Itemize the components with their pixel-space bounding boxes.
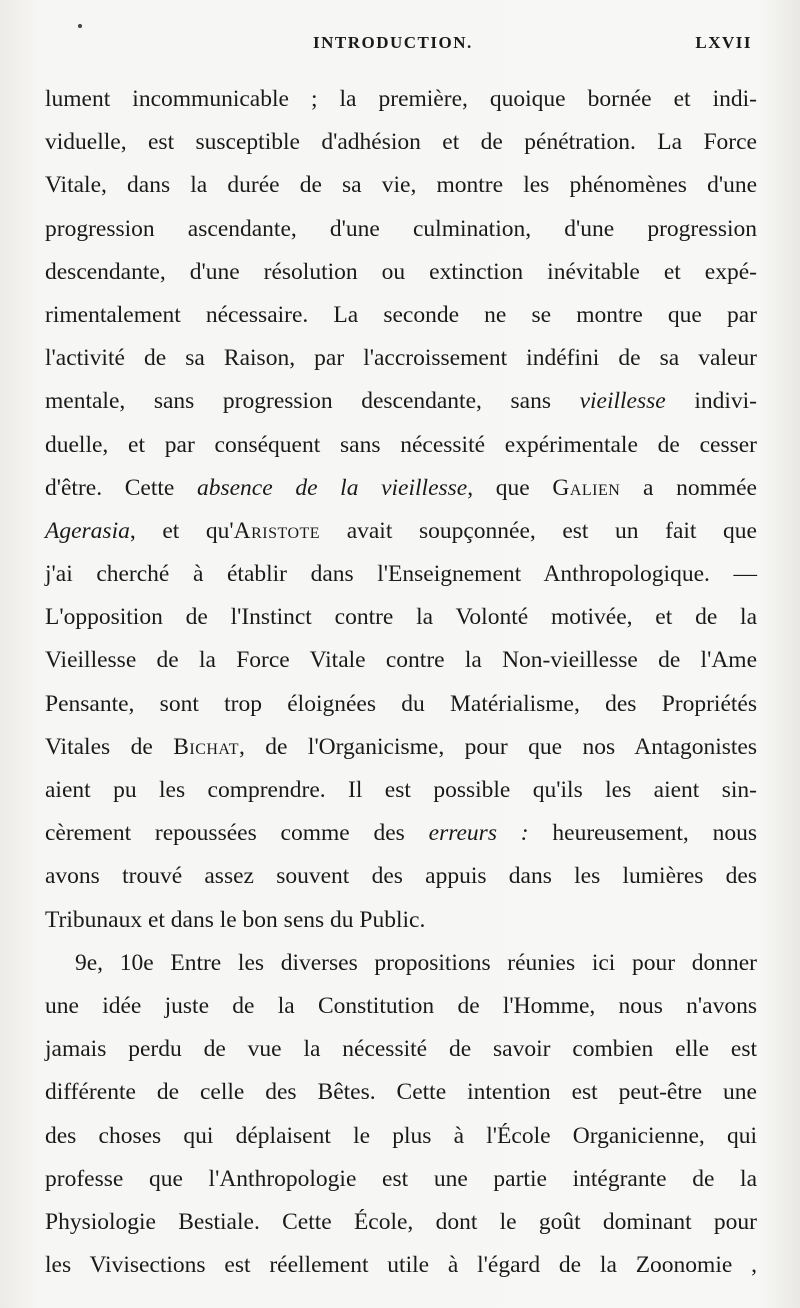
text-segment: rimentalement nécessaire. La seconde ne se montre que par	[45, 301, 757, 328]
italic-text: erreurs :	[428, 820, 529, 847]
italic-text: absence de la vieillesse	[196, 474, 468, 501]
text-line	[45, 380, 757, 423]
text-segment: jamais perdu de vue la nécessité de savoir combien elle est	[45, 1036, 757, 1063]
text-line	[45, 510, 757, 553]
text-segment: duelle, et par conséquent sans nécessité expérimentale de cesser	[45, 431, 757, 458]
text-segment: 9e, 10e Entre les diverses propositions réunies ici pour donner	[75, 949, 757, 976]
small-caps-name: Galien	[552, 474, 621, 501]
text-line	[45, 726, 757, 769]
text-line	[45, 424, 757, 467]
text-line	[45, 1028, 757, 1071]
text-line	[45, 899, 757, 942]
text-segment: Physiologie Bestiale. Cette École, dont le goût dominant pour	[45, 1208, 757, 1235]
ink-speck	[78, 24, 82, 28]
text-line	[45, 1244, 757, 1287]
text-segment: lument incommunicable ; la première, quoique bornée et indi-	[45, 86, 757, 112]
text-segment: viduelle, est susceptible d'adhésion et de pénétration. La Force	[45, 129, 757, 156]
text-line	[45, 467, 757, 510]
text-segment: mentale, sans progression descendante, sans	[45, 388, 580, 415]
text-segment: indivi-	[665, 388, 757, 415]
text-segment: aient pu les comprendre. Il est possible qu'ils les aient sin-	[45, 777, 757, 803]
text-segment: des choses qui déplaisent le plus à l'École Organicienne, qui	[45, 1122, 757, 1149]
text-segment: avons trouvé assez souvent des appuis dans les lumières des	[45, 863, 757, 890]
small-caps-name: Aristote	[233, 517, 321, 544]
text-segment: une idée juste de la Constitution de l'Homme, nous n'avons	[45, 992, 757, 1019]
text-segment: Vitale, dans la durée de sa vie, montre les phénomènes d'une	[45, 172, 757, 199]
body-text	[45, 78, 757, 1287]
text-line	[45, 208, 757, 251]
italic-text: Agerasia	[45, 517, 130, 544]
text-segment: , et qu'	[129, 517, 234, 544]
text-segment: professe que l'Anthropologie est une partie intégrante de la	[45, 1165, 757, 1192]
text-segment: L'opposition de l'Instinct contre la Volonté motivée, et de la	[45, 604, 757, 631]
text-segment: a nommée	[620, 474, 757, 501]
text-segment: descendante, d'une résolution ou extinction inévitable et expé-	[45, 258, 757, 285]
text-line	[45, 855, 757, 898]
text-segment: Pensante, sont trop éloignées du Matérialisme, des Propriétés	[45, 690, 757, 717]
text-segment: avait soupçonnée, est un fait que	[320, 517, 757, 544]
text-line	[45, 639, 757, 682]
text-line	[45, 78, 757, 121]
running-title: INTRODUCTION.	[313, 33, 473, 52]
page-header	[0, 33, 800, 57]
text-line	[45, 251, 757, 294]
text-segment: cèrement repoussées comme des	[45, 820, 429, 847]
text-line	[45, 294, 757, 337]
text-line	[45, 164, 757, 207]
text-segment: différente de celle des Bêtes. Cette intention est peut-être une	[45, 1079, 757, 1106]
text-line	[45, 1071, 757, 1114]
text-line	[45, 1158, 757, 1201]
page-number: LXVII	[695, 33, 752, 52]
text-segment: , de l'Organicisme, pour que nos Antagonistes	[239, 733, 757, 760]
text-segment: les Vivisections est réellement utile à l'égard de la Zoonomie ,	[45, 1252, 757, 1279]
text-segment: j'ai cherché à établir dans l'Enseignement Anthropologique. —	[45, 561, 757, 588]
text-line	[45, 683, 757, 726]
text-segment: heureusement, nous	[528, 820, 757, 847]
text-segment: l'activité de sa Raison, par l'accroissement indéfini de sa valeur	[45, 345, 757, 372]
text-line	[45, 769, 757, 812]
text-segment: Tribunaux et dans le bon sens du Public.	[45, 906, 426, 933]
text-segment: , que	[467, 474, 553, 501]
text-segment: d'être. Cette	[45, 474, 197, 501]
text-line	[45, 985, 757, 1028]
italic-text: vieillesse	[579, 388, 666, 415]
text-line	[45, 812, 757, 855]
text-segment: Vitales de	[45, 733, 174, 760]
text-line	[45, 1115, 757, 1158]
text-segment: Vieillesse de la Force Vitale contre la Non-vieillesse de l'Ame	[45, 647, 757, 674]
text-line	[45, 596, 757, 639]
text-line	[45, 553, 757, 596]
text-line	[45, 942, 757, 985]
text-line	[45, 1201, 757, 1244]
small-caps-name: Bichat	[173, 733, 239, 760]
text-line	[45, 337, 757, 380]
text-segment: progression ascendante, d'une culmination, d'une progression	[45, 215, 757, 242]
text-line	[45, 121, 757, 164]
